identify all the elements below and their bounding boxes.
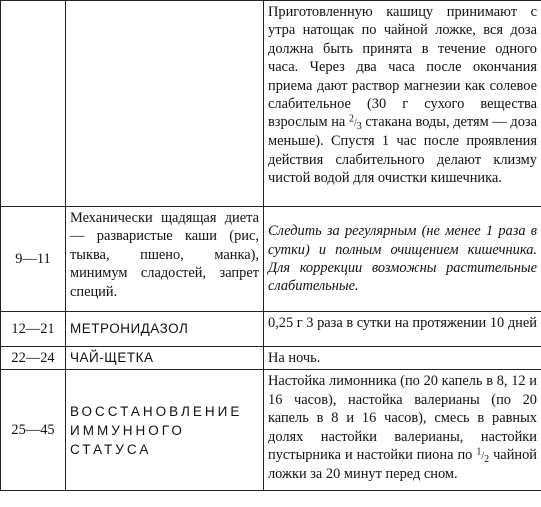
fraction: $^1/_2$ <box>476 446 490 466</box>
notes-cell: На ночь. <box>264 347 541 370</box>
notes-text: чайной ложки за 20 минут перед сном. <box>268 447 537 483</box>
period-cell: 12—21 <box>1 312 66 347</box>
description-cell: Механически щадящая диета — разваристые каши (рис, тыква, пшено, манка), минимум сладостей, запрет специй. <box>66 207 264 312</box>
description-cell: МЕТРОНИДАЗОЛ <box>66 312 264 347</box>
description-cell <box>66 1 264 207</box>
table-row <box>1 312 541 347</box>
description-cell: ВОССТАНОВЛЕНИЕ ИММУННОГО СТАТУСА <box>66 370 264 491</box>
notes-text: стакана воды, детям — доза меньше). Спустя 1 час после проявления действия слабительного делают клизму чистой водой для очистки кишечника. <box>268 114 538 187</box>
notes-text: Приготовленную кашицу принимают с утра натощак по чайной ложке, вся доза должна быть принята в течение одного часа. Через два часа после окончания приема дают раствор магнезии как солевое слабительное (30 г сухого вещества взрослым на <box>268 4 537 131</box>
notes-text: Настойка лимонника (по 20 капель в 8, 12 и 16 часов), настойка валерианы (по 20 капель в 8 и 16 часов), смесь в равных долях настойки валерианы, настойки пустырника и настойки пиона по <box>268 373 537 464</box>
table-row <box>1 370 541 491</box>
fraction-numerator: 2 <box>348 114 354 126</box>
fraction-numerator: 1 <box>476 446 482 458</box>
notes-cell <box>264 370 541 491</box>
fraction-denominator: 3 <box>356 121 362 133</box>
table-row <box>1 347 541 370</box>
table-row <box>1 1 541 207</box>
period-cell: 25—45 <box>1 370 66 491</box>
description-cell: ЧАЙ-ЩЕТКА <box>66 347 264 370</box>
fraction-denominator: 2 <box>484 454 490 466</box>
table-row <box>1 207 541 312</box>
fraction: $^2/_3$ <box>348 114 362 133</box>
period-cell: 9—11 <box>1 207 66 312</box>
notes-cell: 0,25 г 3 раза в сутки на протяжении 10 дней <box>264 312 541 347</box>
period-cell <box>1 1 66 207</box>
period-cell: 22—24 <box>1 347 66 370</box>
notes-cell: Следить за регулярным (не менее 1 раза в сутки) и полным очищением кишечника. Для коррекции возможны растительные слабительные. <box>264 207 541 312</box>
notes-cell <box>264 1 541 207</box>
